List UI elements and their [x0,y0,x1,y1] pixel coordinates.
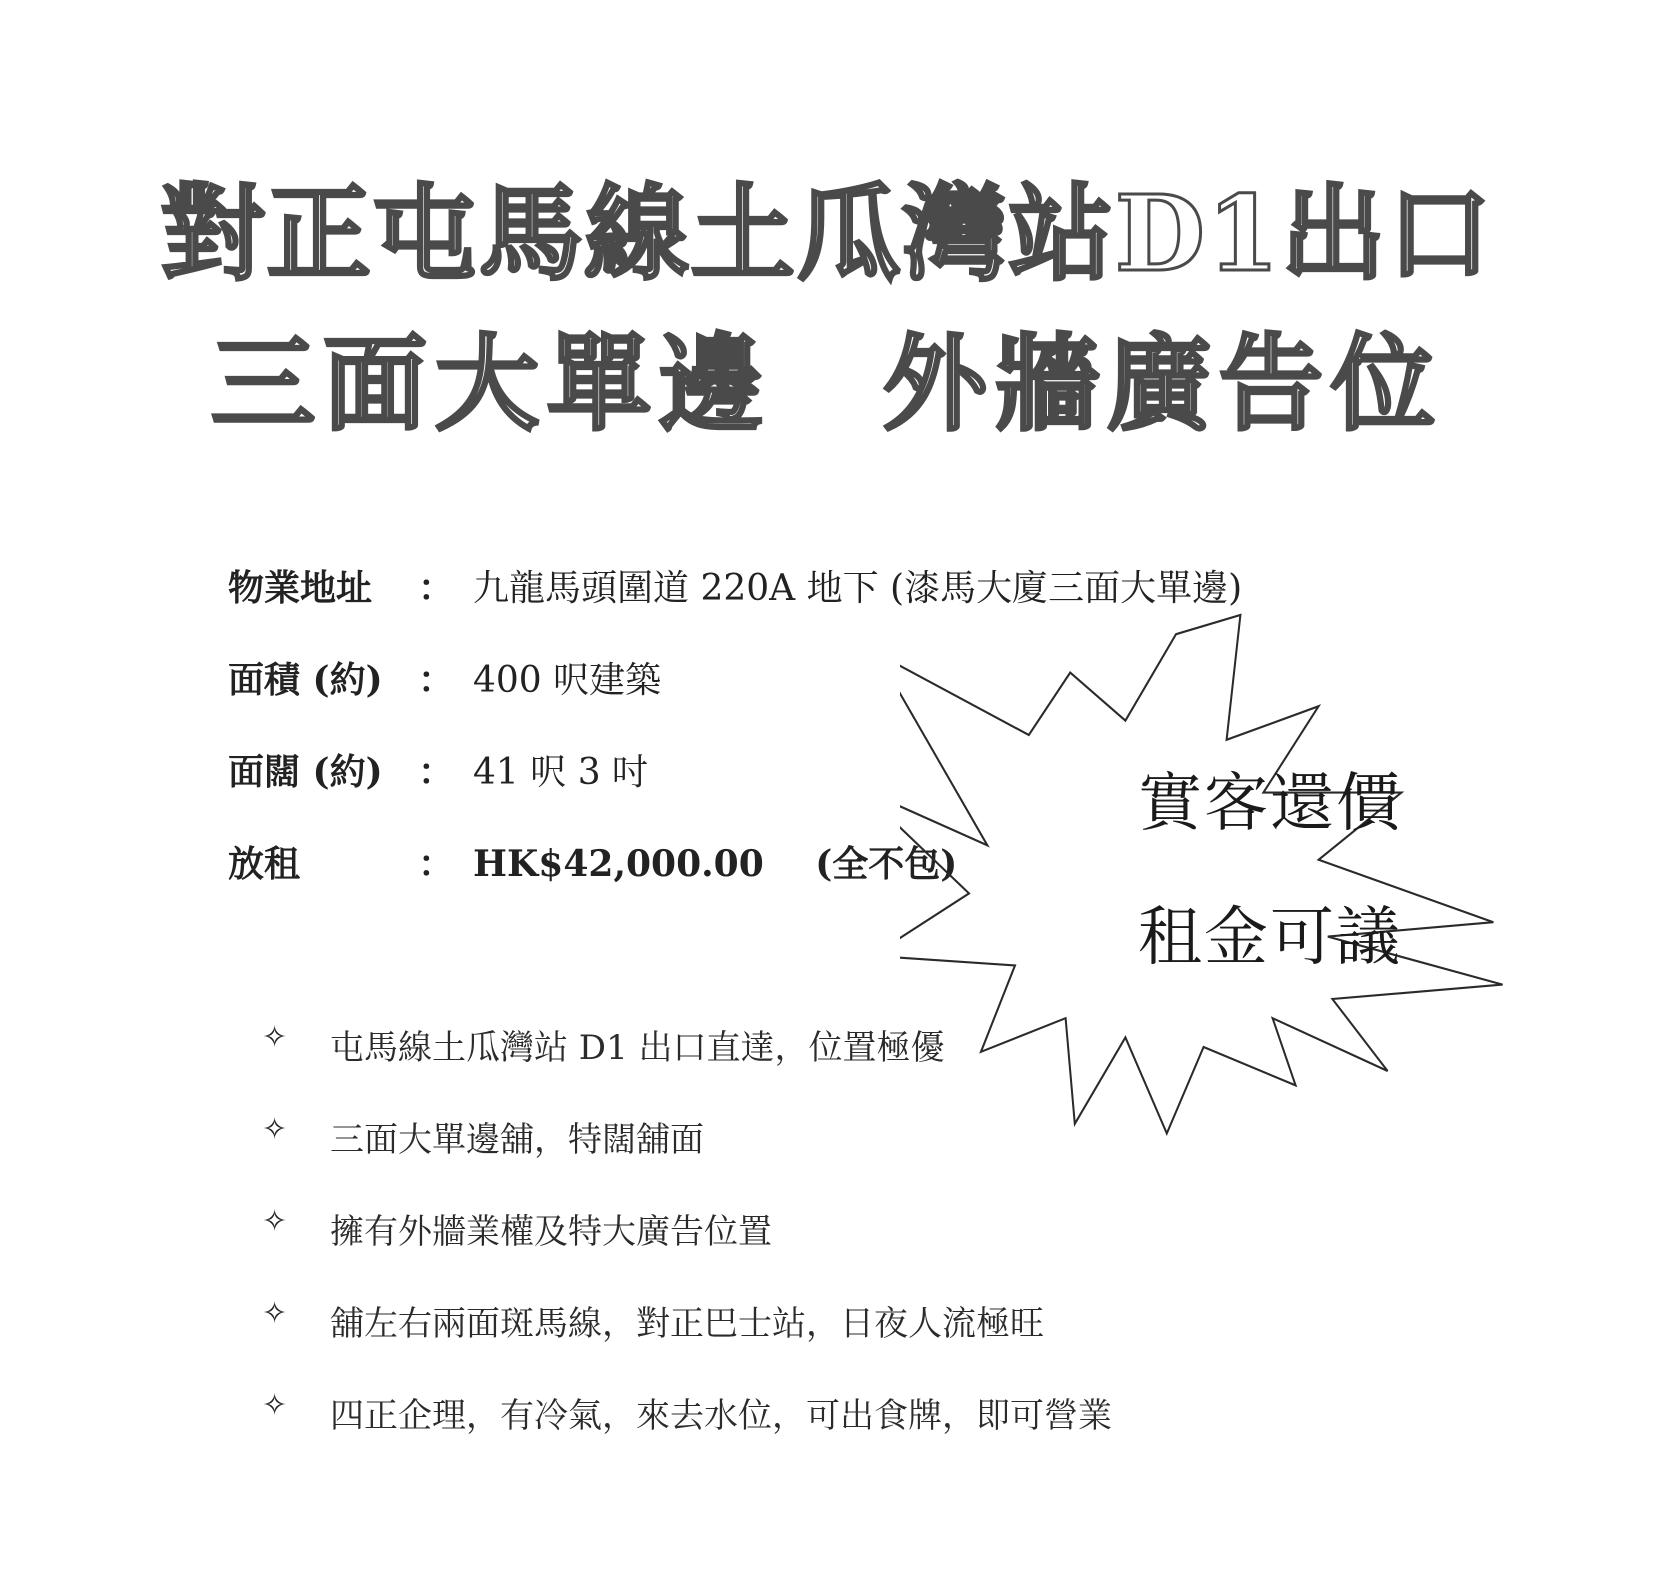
area-label: 面積 (約) [228,659,383,701]
starburst-line-1: 實客還價 [1138,767,1402,841]
feature-text: 三面大單邊舖，特闊舖面 [330,1120,704,1160]
feature-text: 擁有外牆業權及特大廣告位置 [330,1212,772,1252]
diamond-star-icon: ✧ [262,1296,288,1331]
rent-label: 放租 [228,843,301,885]
rent-value: HK$42,000.00 [473,843,764,885]
title-line-1: 對正屯馬線土瓜灣站D1出口 [160,172,1494,295]
rent-value-group [473,836,957,887]
starburst-line-2: 租金可議 [1138,901,1402,975]
frontage-value: 41 呎 3 吋 [473,752,649,793]
address-colon: ： [418,567,455,609]
list-item [262,1020,1112,1112]
feature-text: 屯馬線土瓜灣站 D1 出口直達，位置極優 [330,1028,945,1068]
list-item [262,1296,1112,1388]
area-colon: ： [418,659,455,701]
list-item [262,1112,1112,1204]
diamond-star-icon: ✧ [262,1388,288,1423]
list-item [262,1388,1112,1480]
area-value: 400 呎建築 [473,660,662,701]
rent-note: (全不包) [815,843,958,885]
diamond-star-icon: ✧ [262,1020,288,1055]
list-item [262,1204,1112,1296]
diamond-star-icon: ✧ [262,1112,288,1147]
frontage-label: 面闊 (約) [228,751,383,793]
title-line-2: 三面大單邊 外牆廣告位 [210,322,1443,445]
diamond-star-icon: ✧ [262,1204,288,1239]
feature-text: 四正企理，有冷氣，來去水位，可出食牌，即可營業 [330,1396,1112,1436]
rent-colon: ： [418,843,455,885]
address-label: 物業地址 [228,567,373,609]
feature-list [262,1020,1112,1480]
address-value: 九龍馬頭圍道 220A 地下 (漆馬大廈三面大單邊) [473,568,1243,609]
feature-text: 舖左右兩面斑馬線，對正巴士站，日夜人流極旺 [330,1304,1044,1344]
frontage-colon: ： [418,751,455,793]
